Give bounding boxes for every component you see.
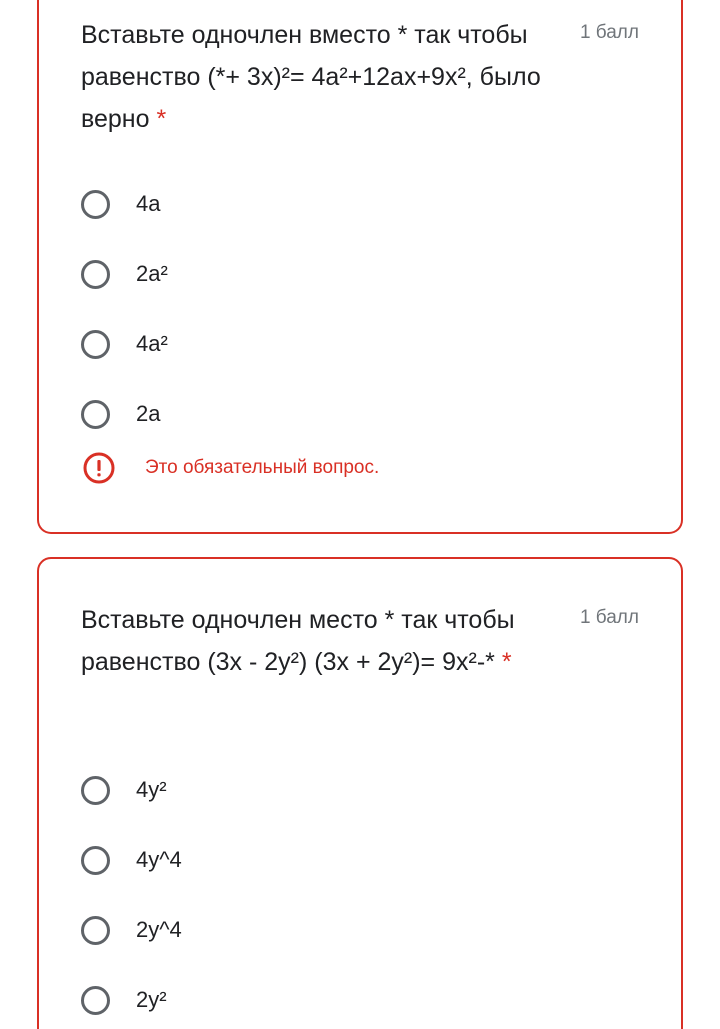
error-message: Это обязательный вопрос. [145, 457, 380, 478]
radio-option[interactable] [81, 842, 182, 878]
radio-option-label: 2a² [136, 261, 168, 286]
radio-option[interactable] [81, 396, 160, 432]
question-header [81, 14, 639, 140]
question-title-text: Вставьте одночлен вместо * так чтобы равенство (*+ 3x)²= 4a²+12ax+9x², было верно [81, 21, 541, 133]
radio-button[interactable] [81, 190, 110, 219]
question-points: 1 балл [579, 607, 639, 628]
radio-option-label: 2y^4 [136, 917, 182, 942]
required-asterisk: * [501, 648, 512, 676]
radio-option-label: 2a [136, 401, 161, 426]
question-title [81, 599, 571, 683]
radio-option[interactable] [81, 772, 167, 808]
radio-button[interactable] [81, 916, 110, 945]
radio-option-label: 4y² [136, 777, 167, 802]
radio-button[interactable] [81, 776, 110, 805]
required-asterisk: * [156, 105, 167, 133]
question-title-text: Вставьте одночлен место * так чтобы равенство (3x - 2y²) (3x + 2y²)= 9x²-* [81, 606, 515, 676]
question-points: 1 балл [579, 22, 639, 43]
question-card [37, 0, 683, 534]
radio-option[interactable] [81, 326, 168, 362]
radio-option[interactable] [81, 982, 167, 1018]
question-title [81, 14, 571, 140]
radio-option[interactable] [81, 186, 160, 222]
radio-option[interactable] [81, 256, 168, 292]
radio-button[interactable] [81, 400, 110, 429]
radio-option[interactable] [81, 912, 182, 948]
radio-button[interactable] [81, 846, 110, 875]
question-header [81, 599, 639, 683]
radio-option-label: 4a [136, 191, 161, 216]
radio-option-label: 2y² [136, 987, 167, 1012]
required-error [83, 452, 379, 484]
radio-button[interactable] [81, 986, 110, 1015]
radio-option-label: 4a² [136, 331, 168, 356]
error-circle-icon [83, 452, 115, 484]
question-card [37, 557, 683, 1029]
radio-button[interactable] [81, 330, 110, 359]
radio-option-label: 4y^4 [136, 847, 182, 872]
radio-button[interactable] [81, 260, 110, 289]
